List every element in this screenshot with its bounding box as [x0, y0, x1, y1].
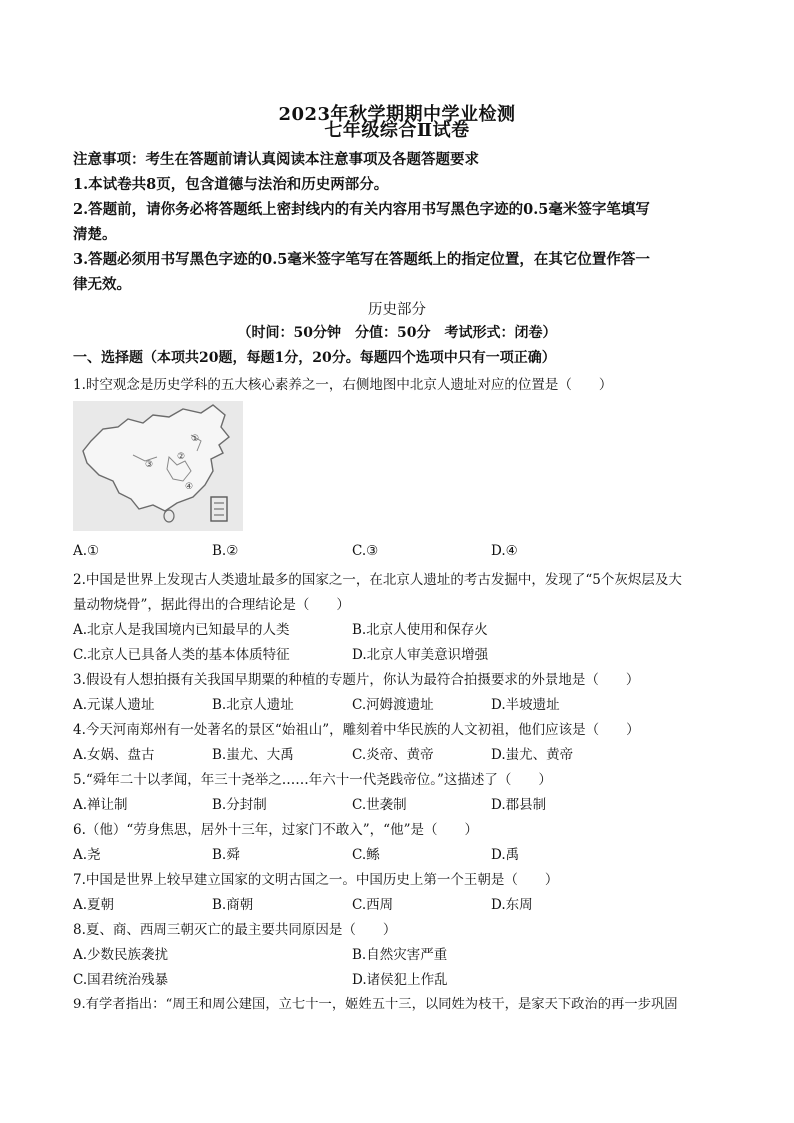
q3-option-c: C.河姆渡遗址	[352, 697, 434, 713]
map-label-2: ②	[177, 452, 186, 462]
q6-option-a: A.尧	[73, 847, 101, 863]
question-4-stem: 4.今天河南郑州有一处著名的景区“始祖山”，雕刻着中华民族的人文初祖，他们应该是（ ）	[73, 722, 640, 738]
q3-option-b: B.北京人遗址	[212, 697, 294, 713]
q6-option-d: D.禹	[491, 847, 520, 863]
q3-option-a: A.元谋人遗址	[73, 697, 155, 713]
question-3-stem: 3.假设有人想拍摄有关我国早期粟的种植的专题片，你认为最符合拍摄要求的外景地是（ ）	[73, 672, 640, 688]
q2-option-b: B.北京人使用和保存火	[352, 622, 488, 638]
question-5-stem: 5.“舜年二十以孝闻，年三十尧举之……年六十一代尧践帝位。”这描述了（ ）	[73, 772, 552, 788]
q6-option-c: C.鲧	[352, 847, 380, 863]
part1-heading: 一、选择题（本项共20题，每题1分，20分。每题四个选项中只有一项正确）	[73, 350, 556, 366]
q7-option-a: A.夏朝	[73, 897, 115, 913]
exam-title: 2023年秋学期期中学业检测	[278, 104, 516, 125]
q1-option-b: B.②	[212, 543, 239, 559]
notice-heading: 注意事项：考生在答题前请认真阅读本注意事项及各题答题要求	[73, 151, 479, 168]
map-label-4: ④	[185, 482, 194, 492]
q2-option-a: A.北京人是我国境内已知最早的人类	[73, 622, 290, 638]
q8-option-d: D.诸侯犯上作乱	[352, 972, 448, 988]
section-name: 历史部分	[368, 302, 426, 318]
notice-item-2-line-2: 清楚。	[73, 226, 117, 243]
q4-option-b: B.蚩尤、大禹	[212, 747, 294, 763]
china-map-image	[73, 401, 243, 531]
q2-option-d: D.北京人审美意识增强	[352, 647, 489, 663]
question-6-stem: 6.（他）“劳身焦思，居外十三年，过家门不敢入”，“他”是（ ）	[73, 822, 478, 838]
q5-option-b: B.分封制	[212, 797, 267, 813]
q7-option-d: D.东周	[491, 897, 533, 913]
notice-item-3-line-2: 律无效。	[73, 276, 131, 293]
q3-option-d: D.半坡遗址	[491, 697, 560, 713]
question-7-stem: 7.中国是世界上较早建立国家的文明古国之一。中国历史上第一个王朝是（ ）	[73, 872, 559, 888]
question-1-stem: 1.时空观念是历史学科的五大核心素养之一，右侧地图中北京人遗址对应的位置是（ ）	[73, 377, 613, 393]
exam-subtitle: 七年级综合Ⅱ试卷	[324, 120, 470, 141]
section-info: （时间：50分钟 分值：50分 考试形式：闭卷）	[237, 325, 557, 341]
q8-option-c: C.国君统治残暴	[73, 972, 169, 988]
q8-option-b: B.自然灾害严重	[352, 947, 448, 963]
q6-option-b: B.舜	[212, 847, 240, 863]
question-2-stem-line-2: 量动物烧骨”，据此得出的合理结论是（ ）	[73, 597, 350, 613]
question-2-stem-line-1: 2.中国是世界上发现古人类遗址最多的国家之一，在北京人遗址的考古发掘中，发现了“5个灰烬层及大	[73, 572, 682, 588]
q1-option-c: C.③	[352, 543, 379, 559]
q1-option-d: D.④	[491, 543, 518, 559]
q7-option-b: B.商朝	[212, 897, 254, 913]
q5-option-d: D.郡县制	[491, 797, 547, 813]
q4-option-a: A.女娲、盘古	[73, 747, 155, 763]
notice-item-2-line-1: 2.答题前，请你务必将答题纸上密封线内的有关内容用书写黑色字迹的0.5毫米签字笔填写	[73, 201, 650, 218]
question-8-stem: 8.夏、商、西周三朝灭亡的最主要共同原因是（ ）	[73, 922, 397, 938]
question-9-stem: 9.有学者指出：“周王和周公建国，立七十一，姬姓五十三，以同姓为枝干，是家天下政治的再一步巩固	[73, 997, 678, 1012]
china-outline-icon	[73, 401, 243, 531]
q8-option-a: A.少数民族袭扰	[73, 947, 169, 963]
q4-option-d: D.蚩尤、黄帝	[491, 747, 574, 763]
q5-option-a: A.禅让制	[73, 797, 128, 813]
q2-option-c: C.北京人已具备人类的基本体质特征	[73, 647, 290, 663]
notice-item-1: 1.本试卷共8页，包含道德与法治和历史两部分。	[73, 176, 389, 193]
notice-item-3-line-1: 3.答题必须用书写黑色字迹的0.5毫米签字笔写在答题纸上的指定位置，在其它位置作答一	[73, 251, 650, 268]
q4-option-c: C.炎帝、黄帝	[352, 747, 434, 763]
q1-option-a: A.①	[73, 543, 100, 559]
map-label-3: ③	[145, 460, 154, 470]
map-label-1: ①	[191, 434, 200, 444]
q5-option-c: C.世袭制	[352, 797, 407, 813]
q7-option-c: C.西周	[352, 897, 394, 913]
